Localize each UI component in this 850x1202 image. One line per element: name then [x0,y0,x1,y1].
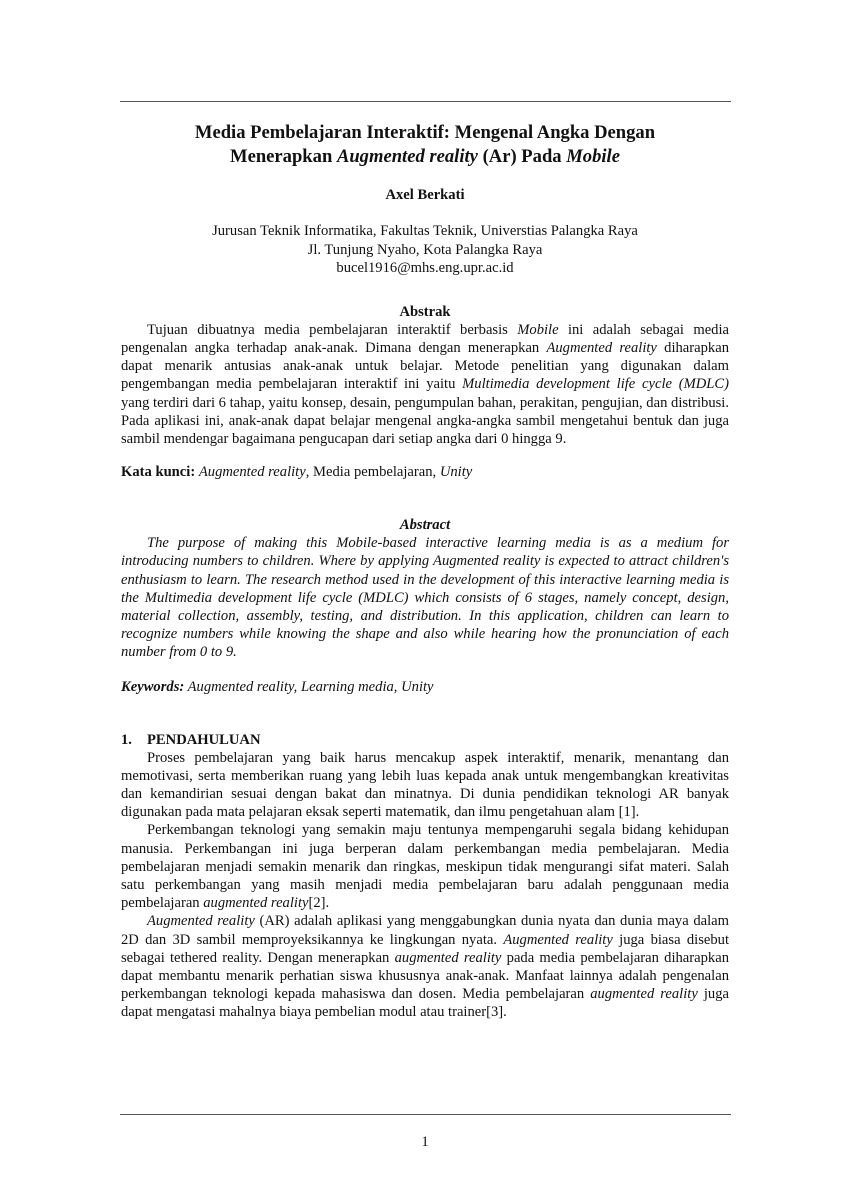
keywords: Keywords: Augmented reality, Learning media, Unity [121,678,434,695]
header-rule [120,101,731,102]
section-heading: 1. PENDAHULUAN [121,731,261,748]
author-name: Axel Berkati [385,187,465,203]
kata-kunci: Kata kunci: Augmented reality, Media pembelajaran, Unity [121,464,473,481]
section-pendahuluan [121,731,729,1022]
paper-page [121,121,729,1022]
intro-paragraph-2: Perkembangan teknologi yang semakin maju tentunya mempengaruhi segala bidang kehidupan manusia. Perkembangan ini juga berperan dalam perkembangan media pembelajaran. Media pembelajaran menjadi semakin menarik dan ringkas, meskipun tidak mengurangi sifat materi. Salah satu perkembangan yang masih menjadi media pembelajaran baru adalah penggunaan media pembelajaran augmented reality[2]. [121,822,729,912]
intro-paragraph-1: Proses pembelajaran yang baik harus mencakup aspek interaktif, menarik, menantang dan memotivasi, serta memberikan ruang yang lebih luas kepada anak untuk mengembangkan kreativitas dan kemandirian sesuai dengan bakat dan minatnya. Di dunia pendidikan teknologi AR banyak digunakan pada mata pelajaran eksak seperti matematik, dan ilmu pengetahuan alam [1]. [121,749,729,821]
intro-paragraph-3: Augmented reality (AR) adalah aplikasi yang menggabungkan dunia nyata dan dunia maya dalam 2D dan 3D sambil memproyeksikannya ke lingkungan nyata. Augmented reality juga biasa disebut sebagai tethered reality. Dengan menerapkan augmented reality pada media pembelajaran diharapkan dapat membantu menarik perhatian siswa khususnya anak-anak. Manfaat lainnya adalah pengenalan perkembangan teknologi kepada mahasiswa dan dosen. Media pembelajaran augmented reality juga dapat mengatasi mahalnya biaya pembelian modul atau trainer[3]. [121,913,730,1021]
abstrak-body: Tujuan dibuatnya media pembelajaran interaktif berbasis Mobile ini adalah sebagai media pengenalan angka terhadap anak-anak. Dimana dengan menerapkan Augmented reality diharapkan dapat menarik antusias anak-anak untuk belajar. Metode penelitian yang digunakan dalam pengembangan media pembelajaran interaktif ini yaitu Multimedia development life cycle (MDLC) yang terdiri dari 6 tahap, yaitu konsep, desain, pengumpulan bahan, perakitan, pengujian, dan distribusi. Pada aplikasi ini, anak-anak dapat belajar mengenal angka-angka sambil mengetahui bentuk dan juga sambil mendengar bagaimana pengucapan dari setiap angka dari 0 hingga 9. [121,321,730,447]
abstract-section [121,516,729,695]
affiliation-department: Jurusan Teknik Informatika, Fakultas Teknik, Universtias Palangka Raya [212,223,638,239]
abstrak-heading: Abstrak [399,303,451,320]
abstract-body: The purpose of making this Mobile-based interactive learning media is as a medium for introducing numbers to children. Where by applying Augmented reality is expected to attract children's enthusiasm to learn. The research method used in the development of this interactive learning media is the Multimedia development life cycle (MDLC) which consists of 6 stages, namely concept, design, material collection, assembly, testing, and distribution. In this application, children can learn to recognize numbers while knowing the shape and also while hearing how the pronunciation of each number from 0 to 9. [121,535,729,661]
abstrak-section [121,303,729,481]
page-number: 1 [421,1134,429,1150]
author-affiliation [121,222,729,278]
footer-rule [120,1114,731,1115]
paper-title: Media Pembelajaran Interaktif: Mengenal Angka Dengan Menerapkan Augmented reality (Ar) Pada Mobile [194,122,656,167]
author-email: bucel1916@mhs.eng.upr.ac.id [336,260,514,277]
abstract-heading: Abstract [399,517,451,534]
affiliation-address: Jl. Tunjung Nyaho, Kota Palangka Raya [307,241,543,258]
